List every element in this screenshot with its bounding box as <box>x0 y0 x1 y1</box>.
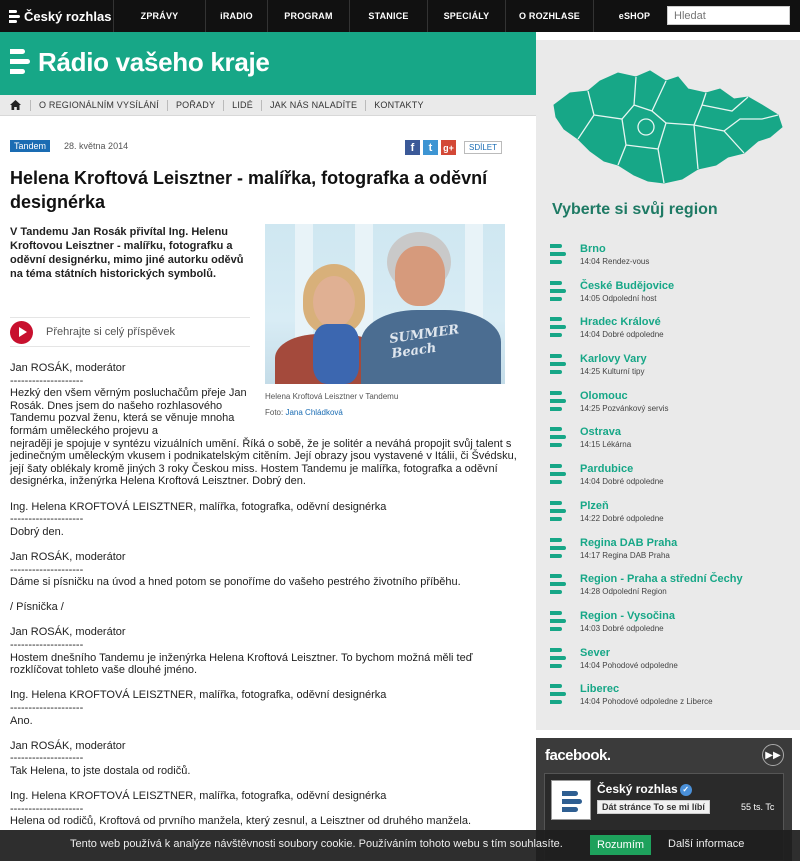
article-lead: V Tandemu Jan Rosák přivítal Ing. Helenu Kroftovou Leisztner - malířku, fotografku a oděvní designérku, mimo jiné autorku oděvů na téma státních historických symbolů. <box>10 226 244 280</box>
radio-logo-icon <box>550 281 566 301</box>
site-header <box>0 32 536 95</box>
region-show: 14:04 Pohodové odpoledne z Liberce <box>580 697 713 707</box>
radio-logo-icon <box>550 501 566 521</box>
region-name[interactable]: Hradec Králové <box>580 316 661 329</box>
transcript-text: Hezký den všem věrným posluchačům přeje Jan Rosák. Dnes jsem do našeho rozhlasového Tandemu pozval ženu, která se věnuje mnoha formám uměleckého projevu a <box>10 387 247 437</box>
speaker: Ing. Helena KROFTOVÁ LEISZTNER, malířka, fotografka, oděvní designérka <box>10 500 387 513</box>
radio-logo-icon <box>550 391 566 411</box>
region-item-vysocina[interactable] <box>550 607 795 644</box>
top-bar <box>0 0 800 32</box>
nav-zpravy[interactable]: ZPRÁVY <box>113 0 205 32</box>
article-title: Helena Kroftová Leisztner - malířka, fotografka a oděvní designérka <box>10 168 488 212</box>
separator: -------------------- <box>10 639 84 652</box>
region-item-liberec[interactable] <box>550 680 795 717</box>
home-icon[interactable] <box>0 95 30 116</box>
facebook-title: facebook. <box>545 747 611 764</box>
speaker: Ing. Helena KROFTOVÁ LEISZTNER, malířka, fotografka, oděvní designérka <box>10 790 387 803</box>
region-item-plzen[interactable] <box>550 497 795 534</box>
transcript-text: Helena od rodičů, Kroftová od prvního manžela, který zesnul, a Leisztner od druhého manžela. <box>10 815 472 828</box>
subnav-o-regionalnim-vysilani[interactable]: O REGIONÁLNÍM VYSÍLÁNÍ <box>30 100 167 111</box>
region-item-hradec-kralove[interactable] <box>550 313 795 350</box>
region-name[interactable]: České Budějovice <box>580 279 675 292</box>
transcript-block <box>10 689 520 727</box>
subnav-lide[interactable]: LIDÉ <box>223 100 261 111</box>
region-show: 14:15 Lékárna <box>580 440 632 450</box>
photo-credit-link[interactable]: Jana Chládková <box>285 408 343 417</box>
share-button[interactable]: SDÍLET <box>464 141 502 154</box>
region-show: 14:04 Dobré odpoledne <box>580 330 664 340</box>
cro-brand[interactable] <box>0 0 113 32</box>
region-name[interactable]: Region - Vysočina <box>580 609 675 622</box>
speaker: Ing. Helena KROFTOVÁ LEISZTNER, malířka, fotografka, oděvní designérka <box>10 689 387 702</box>
audio-player[interactable] <box>10 317 250 347</box>
player-label[interactable]: Přehrajte si celý příspěvek <box>46 326 175 338</box>
googleplus-share-icon[interactable]: g+ <box>441 140 456 155</box>
region-show: 14:04 Dobré odpoledne <box>580 477 664 487</box>
region-name[interactable]: Liberec <box>580 683 620 696</box>
facebook-page-name[interactable]: Český rozhlas ✓ <box>597 782 692 796</box>
region-show: 14:28 Odpolední Region <box>580 587 667 597</box>
separator: -------------------- <box>10 702 84 715</box>
nav-eshop[interactable]: eSHOP <box>593 0 675 32</box>
shirt-print: SUMMER Beach <box>388 322 461 362</box>
region-panel <box>536 40 800 730</box>
speaker: Jan ROSÁK, moderátor <box>10 550 126 563</box>
verified-icon: ✓ <box>680 784 692 796</box>
region-show: 14:04 Pohodové odpoledne <box>580 660 678 670</box>
transcript-text: Dobrý den. <box>10 525 64 538</box>
radio-logo-icon <box>550 244 566 264</box>
region-item-ostrava[interactable] <box>550 423 795 460</box>
radio-logo-icon <box>550 354 566 374</box>
region-item-olomouc[interactable] <box>550 387 795 424</box>
region-name[interactable]: Plzeň <box>580 499 609 512</box>
separator: -------------------- <box>10 752 84 765</box>
cro-logo-icon <box>9 10 20 23</box>
nav-iradio[interactable]: iRADIO <box>205 0 267 32</box>
region-name[interactable]: Brno <box>580 243 606 255</box>
article-date: 28. května 2014 <box>64 141 129 151</box>
facebook-like-count: 55 ts. Tc <box>741 802 775 812</box>
nav-stanice[interactable]: STANICE <box>349 0 427 32</box>
radio-logo-icon <box>550 648 566 668</box>
search-input[interactable] <box>667 6 790 25</box>
play-icon[interactable] <box>10 321 33 344</box>
region-name[interactable]: Region - Praha a střední Čechy <box>580 573 743 586</box>
cookie-accept-button[interactable]: Rozumím <box>590 835 651 855</box>
region-name[interactable]: Karlovy Vary <box>580 353 647 366</box>
transcript-text: Dáme si písničku na úvod a hned potom se ponoříme do vašeho pestrého životního příběhu. <box>10 576 461 589</box>
transcript-block <box>10 362 520 488</box>
cookie-text: Tento web používá k analýze návštěvnosti soubory cookie. Používáním tohoto webu s tím souhlasíte. <box>70 838 563 850</box>
region-list <box>550 240 795 717</box>
region-show: 14:05 Odpolední host <box>580 293 657 303</box>
article-body <box>10 362 520 841</box>
region-name[interactable]: Regina DAB Praha <box>580 536 678 549</box>
main-nav <box>113 0 675 32</box>
speaker: Jan ROSÁK, moderátor <box>10 739 126 752</box>
radio-logo-icon <box>550 427 566 447</box>
transcript-text: nejraději je spojuje v syntézu vizuálních umění. Říká o sobě, že je solitér a neváhá propojit svůj talent s jedinečným uměleckým vkusem i podnikatelským citěním. Její obrazy jsou vystavené v Itálii, či Švédsku, její šaty oblékaly kromě jiných 3 roky Českou miss. Hostem Tandemu je malířka, fotografka a oděvní designérka, inženýrka Helena Kroftová Leisztner. Dobrý den. <box>10 437 517 488</box>
radio-logo-icon <box>550 611 566 631</box>
transcript-block <box>10 501 520 539</box>
radio-logo-icon <box>10 49 30 75</box>
brand-name: Český rozhlas <box>24 8 112 24</box>
article-meta <box>10 140 128 152</box>
region-show: 14:25 Kulturní tipy <box>580 367 645 377</box>
region-title: Vyberte si svůj region <box>552 201 718 218</box>
subnav-kontakty[interactable]: KONTAKTY <box>365 100 431 111</box>
region-name[interactable]: Ostrava <box>580 426 621 439</box>
separator: -------------------- <box>10 513 84 526</box>
cookie-more-link[interactable]: Další informace <box>668 838 745 850</box>
site-title[interactable]: Rádio vašeho kraje <box>38 47 270 77</box>
show-tag[interactable]: Tandem <box>10 140 50 152</box>
speaker: Jan ROSÁK, moderátor <box>10 626 126 639</box>
transcript-block <box>10 601 520 614</box>
photo-credit-label: Foto: <box>265 408 284 417</box>
facebook-share-icon[interactable]: f <box>405 140 420 155</box>
nav-program[interactable]: PROGRAM <box>267 0 349 32</box>
region-name[interactable]: Pardubice <box>580 463 634 476</box>
facebook-like-button[interactable]: Dát stránce To se mi líbí <box>597 800 710 814</box>
region-item-sever[interactable] <box>550 644 795 681</box>
separator: -------------------- <box>10 563 84 576</box>
transcript-block <box>10 790 520 828</box>
region-show: 14:25 Pozvánkový servis <box>580 403 669 413</box>
separator: -------------------- <box>10 374 84 387</box>
cro-avatar-icon <box>551 780 591 820</box>
radio-logo-icon <box>550 317 566 337</box>
radio-logo-icon <box>550 538 566 558</box>
region-show: 14:03 Dobré odpoledne <box>580 623 664 633</box>
separator: -------------------- <box>10 802 84 815</box>
radio-logo-icon <box>550 684 566 704</box>
region-show: 14:17 Regina DAB Praha <box>580 550 670 560</box>
twitter-share-icon[interactable]: t <box>423 140 438 155</box>
region-item-pardubice[interactable] <box>550 460 795 497</box>
speaker: Jan ROSÁK, moderátor <box>10 362 126 374</box>
fast-forward-icon[interactable]: ▶▶ <box>762 744 784 766</box>
nav-specialy[interactable]: SPECIÁLY <box>427 0 505 32</box>
region-show: 14:22 Dobré odpoledne <box>580 513 664 523</box>
subnav-porady[interactable]: POŘADY <box>167 100 223 111</box>
subnav-jak-nas-naladite[interactable]: JAK NÁS NALADÍTE <box>261 100 365 111</box>
region-item-praha-stredni-cechy[interactable] <box>550 570 795 607</box>
sub-nav <box>0 95 536 116</box>
photo-caption: Helena Kroftová Leisztner v Tandemu <box>265 392 399 401</box>
region-item-regina-dab-praha[interactable] <box>550 534 795 571</box>
radio-logo-icon <box>550 464 566 484</box>
radio-logo-icon <box>550 574 566 594</box>
transcript-text: Hostem dnešního Tandemu je inženýrka Helena Kroftová Leisztner. To bychom možná měli teď rozklíčovat tohleto vaše dlouhé jméno. <box>10 651 473 677</box>
region-show: 14:04 Rendez-vous <box>580 257 650 266</box>
article-photo[interactable] <box>265 224 505 384</box>
region-name[interactable]: Sever <box>580 646 610 659</box>
transcript-block <box>10 551 520 589</box>
region-item-karlovy-vary[interactable] <box>550 350 795 387</box>
transcript-block <box>10 740 520 778</box>
region-item-brno[interactable] <box>550 240 795 277</box>
share-bar <box>405 140 502 155</box>
transcript-text: Tak Helena, to jste dostala od rodičů. <box>10 765 191 777</box>
cookie-bar <box>0 830 800 861</box>
czech-map-icon[interactable] <box>548 53 788 193</box>
speaker: / Písnička / <box>10 601 64 614</box>
transcript-block <box>10 626 520 676</box>
region-item-ceske-budejovice[interactable] <box>550 277 795 314</box>
transcript-text: Ano. <box>10 714 33 727</box>
nav-o-rozhlase[interactable]: O ROZHLASE <box>505 0 593 32</box>
region-name[interactable]: Olomouc <box>580 389 628 402</box>
